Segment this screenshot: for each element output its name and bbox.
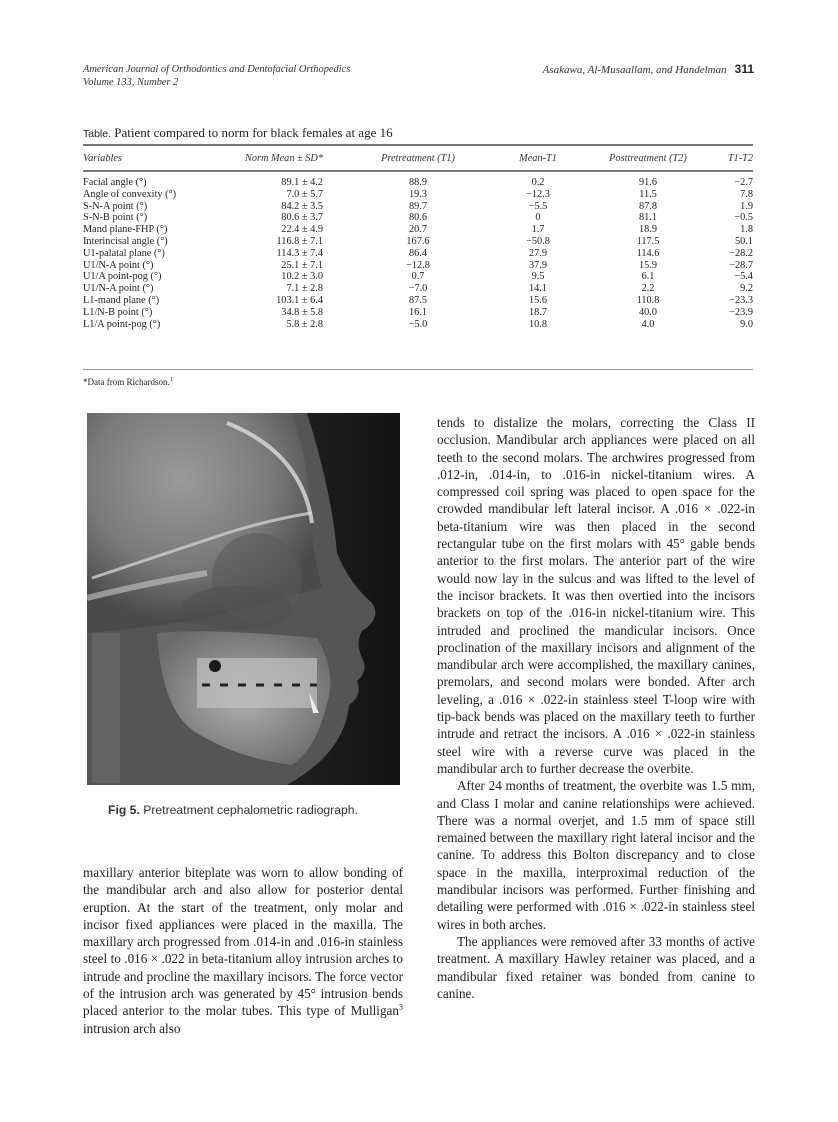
cell-t1: 88.9 xyxy=(408,177,428,188)
cell-t2: 2.2 xyxy=(641,283,655,295)
table-row xyxy=(83,224,753,236)
cell-t1-t2: −23.9 xyxy=(729,306,753,318)
cephalometric-radiograph-image xyxy=(87,413,400,785)
cell-t1-t2: 50.1 xyxy=(734,235,753,247)
table-row xyxy=(83,189,753,201)
cell-t2: 110.8 xyxy=(636,294,660,306)
table-row xyxy=(83,319,753,331)
cell-t1: 87.5 xyxy=(408,294,428,306)
cell-mean-t1: 9.5 xyxy=(531,271,545,283)
cell-t1-t2: 1.8 xyxy=(740,224,753,236)
table-caption xyxy=(83,125,393,141)
left-paragraph-1 xyxy=(83,864,403,1037)
cell-t2: 11.5 xyxy=(639,188,657,200)
cell-norm: 7.0 ± 5.7 xyxy=(286,188,323,200)
footnote-reference: 1 xyxy=(169,377,173,383)
cell-norm: 22.4 ± 4.9 xyxy=(281,224,323,236)
page-number: 311 xyxy=(734,62,754,76)
data-table xyxy=(83,148,753,330)
journal-volume: Volume 133, Number 2 xyxy=(83,77,179,88)
cell-t2: 91.6 xyxy=(638,177,658,188)
cell-norm: 10.2 ± 3.0 xyxy=(281,271,323,283)
cell-t1-t2: −28.7 xyxy=(729,259,753,271)
cell-variable: S-N-B point (°) xyxy=(83,212,148,224)
cell-t1-t2: −0.5 xyxy=(734,212,753,224)
cell-mean-t1: 15.6 xyxy=(528,294,548,306)
cell-norm: 34.8 ± 5.8 xyxy=(281,306,323,318)
journal-title: American Journal of Orthodontics and Dentofacial Orthopedics xyxy=(83,64,351,75)
cell-t1-t2: 7.8 xyxy=(740,188,753,200)
col-header-t1-t2: T1-T2 xyxy=(727,153,753,164)
right-paragraph-2: After 24 months of treatment, the overbite was 1.5 mm, and Class I molar and canine relationships were achieved. There was a normal overjet, and 1.5 mm of space still remained between the maxillary right lateral incisor and the canine. To address this Bolton discrepancy and to close space in the maxilla, interproximal reduction of the mandibular incisors was performed. Further finishing and detailing were performed with .016 × .022-in stainless steel wires in both arches. xyxy=(437,778,755,932)
table-row xyxy=(83,283,753,295)
col-header-variables: Variables xyxy=(83,153,122,164)
cell-t1: 20.7 xyxy=(408,224,428,236)
cell-mean-t1: 14.1 xyxy=(528,283,548,295)
cell-norm: 25.1 ± 7.1 xyxy=(281,259,323,271)
figure-caption-text: Pretreatment cephalometric radiograph. xyxy=(143,803,358,817)
cell-t1-t2: 9.0 xyxy=(740,318,753,330)
cell-t1-t2: 9.2 xyxy=(740,283,753,295)
cell-t1: 80.6 xyxy=(408,212,428,224)
left-paragraph-1-tail: intrusion arch also xyxy=(83,1020,181,1036)
cell-t1: 16.1 xyxy=(408,306,428,318)
cell-variable: L1/N-B point (°) xyxy=(83,306,153,318)
cell-mean-t1: 37.9 xyxy=(528,259,548,271)
running-header-authors xyxy=(543,63,754,77)
cell-t2: 40.0 xyxy=(638,306,658,318)
table-row xyxy=(83,169,753,189)
citation-reference: 3 xyxy=(399,1002,403,1012)
cell-mean-t1: −12.3 xyxy=(526,188,550,200)
cell-variable: U1/N-A point (°) xyxy=(83,259,154,271)
table-label: Table. xyxy=(83,128,112,140)
cell-norm: 5.8 ± 2.8 xyxy=(286,318,323,330)
cell-t1: −7.0 xyxy=(408,283,428,295)
cell-t2: 18.9 xyxy=(638,224,658,236)
cell-t1: 167.6 xyxy=(406,235,430,247)
cell-mean-t1: 1.7 xyxy=(531,224,545,236)
table-footnote xyxy=(83,377,173,387)
table-row xyxy=(83,201,753,213)
table-row xyxy=(83,236,753,248)
cell-mean-t1: −5.5 xyxy=(528,200,548,212)
cell-t1: 0.7 xyxy=(411,271,425,283)
right-paragraph-3: The appliances were removed after 33 months of active treatment. A maxillary Hawley retainer was placed, and a mandibular fixed retainer was bonded from canine to canine. xyxy=(437,933,755,1001)
footnote-text: *Data from Richardson. xyxy=(83,377,170,387)
cell-mean-t1: −50.8 xyxy=(526,235,550,247)
cell-variable: U1/N-A point (°) xyxy=(83,283,154,295)
cell-variable: L1-mand plane (°) xyxy=(83,294,160,306)
cell-t2: 15.9 xyxy=(638,259,658,271)
col-header-posttreatment: Posttreatment (T2) xyxy=(609,153,687,164)
col-header-pretreatment: Pretreatment (T1) xyxy=(381,153,455,164)
cell-mean-t1: 0.2 xyxy=(531,177,545,188)
figure-caption xyxy=(108,803,358,817)
table-row xyxy=(83,260,753,272)
cell-norm: 80.6 ± 3.7 xyxy=(281,212,323,224)
table-title: Patient compared to norm for black females at age 16 xyxy=(114,125,393,140)
col-header-norm: Norm Mean ± SD* xyxy=(244,153,323,164)
figure-label: Fig 5. xyxy=(108,803,140,817)
cell-t1: −12.8 xyxy=(406,259,430,271)
cell-t2: 87.8 xyxy=(638,200,658,212)
cell-variable: U1/A point-pog (°) xyxy=(83,271,162,283)
cell-variable: Angle of convexity (°) xyxy=(83,188,177,200)
cell-t2: 81.1 xyxy=(638,212,658,224)
cell-mean-t1: 27.9 xyxy=(528,247,548,259)
cell-t2: 4.0 xyxy=(641,318,655,330)
cell-t1: −5.0 xyxy=(408,318,428,330)
cell-mean-t1: 10.8 xyxy=(528,318,548,330)
cell-t1: 89.7 xyxy=(408,200,428,212)
cell-variable: L1/A point-pog (°) xyxy=(83,318,161,330)
cell-variable: S-N-A point (°) xyxy=(83,200,148,212)
cell-norm: 114.3 ± 7.4 xyxy=(276,247,323,259)
cell-t2: 6.1 xyxy=(641,271,655,283)
table-header-row xyxy=(83,148,753,169)
cell-t2: 117.5 xyxy=(636,235,660,247)
cell-t1-t2: 1.9 xyxy=(740,200,753,212)
cell-t1-t2: −28.2 xyxy=(729,247,753,259)
cell-variable: Interincisal angle (°) xyxy=(83,235,168,247)
table-bottom-rule xyxy=(83,369,753,370)
right-column-text xyxy=(437,414,755,1002)
cell-mean-t1: 0 xyxy=(535,212,541,224)
radiograph-figure xyxy=(87,413,400,785)
cell-t1: 86.4 xyxy=(408,247,428,259)
cell-t1: 19.3 xyxy=(408,188,428,200)
cell-norm: 103.1 ± 6.4 xyxy=(276,294,323,306)
right-paragraph-1: tends to distalize the molars, correcting the Class II occlusion. Mandibular arch appliances were placed on all teeth to the second molars. The archwires progressed from .012-in, .014-in, to .016-in nickel-titanium wires. A compressed coil spring was placed to open space for the crowded mandibular left lateral incisor. A .016 × .022-in beta-titanium wire was then placed in the second rectangular tube on the first molars with 45° gable bends anterior to the first molars. The anterior part of the wire would now lay in the sulcus and was lifted to the level of the incisor brackets. It was then overtied into the incisors brackets on top of the .016-in nickel-titanium wire. This intruded and proclined the mandicular incisors. Once proclination of the maxillary incisors and alignment of the mandibular arch were accomplished, the maxillary canines, premolars, and second molars were bonded. After arch leveling, a .016 × .022-in stainless steel T-loop wire with tip-back bends was placed on the maxillary teeth to further intrude and retract the incisors. A .016 × .022-in stainless steel wire with a reverse curve was placed in the mandibular arch to further decrease the overbite. xyxy=(437,415,755,776)
cell-norm: 116.8 ± 7.1 xyxy=(276,235,323,247)
running-header-journal xyxy=(83,63,350,89)
table-row xyxy=(83,295,753,307)
cell-norm: 84.2 ± 3.5 xyxy=(281,200,323,212)
cell-t1-t2: −5.4 xyxy=(734,271,753,283)
cell-variable: Facial angle (°) xyxy=(83,177,147,188)
left-column-text xyxy=(83,864,403,1037)
table-row xyxy=(83,248,753,260)
table-row xyxy=(83,212,753,224)
authors: Asakawa, Al-Musaallam, and Handelman xyxy=(542,64,727,76)
cell-t1-t2: −23.3 xyxy=(729,294,753,306)
cell-variable: Mand plane-FHP (°) xyxy=(83,224,168,236)
cell-t2: 114.6 xyxy=(636,247,660,259)
cell-t1-t2: −2.7 xyxy=(734,177,753,188)
table-top-rule xyxy=(83,144,753,146)
table-row xyxy=(83,307,753,319)
col-header-mean-t1: Mean-T1 xyxy=(519,153,557,164)
cell-norm: 7.1 ± 2.8 xyxy=(286,283,323,295)
left-paragraph-1-text: maxillary anterior biteplate was worn to allow bonding of the mandibular arch and also allow for posterior dental eruption. At the start of the treatment, only molar and incisor fixed appliances were placed in the maxilla. The maxillary arch progressed from .014-in and .016-in stainless steel to .016 × .022 in beta-titanium alloy intrusion arches to intrude and procline the maxillary incisors. The force vector of the intrusion arch was generated by 45° intrusion bends placed anterior to the molar tubes. This type of Mulligan xyxy=(83,865,403,1019)
table-row xyxy=(83,271,753,283)
cell-mean-t1: 18.7 xyxy=(528,306,548,318)
cell-variable: U1-palatal plane (°) xyxy=(83,247,165,259)
cell-norm: 89.1 ± 4.2 xyxy=(281,177,323,188)
